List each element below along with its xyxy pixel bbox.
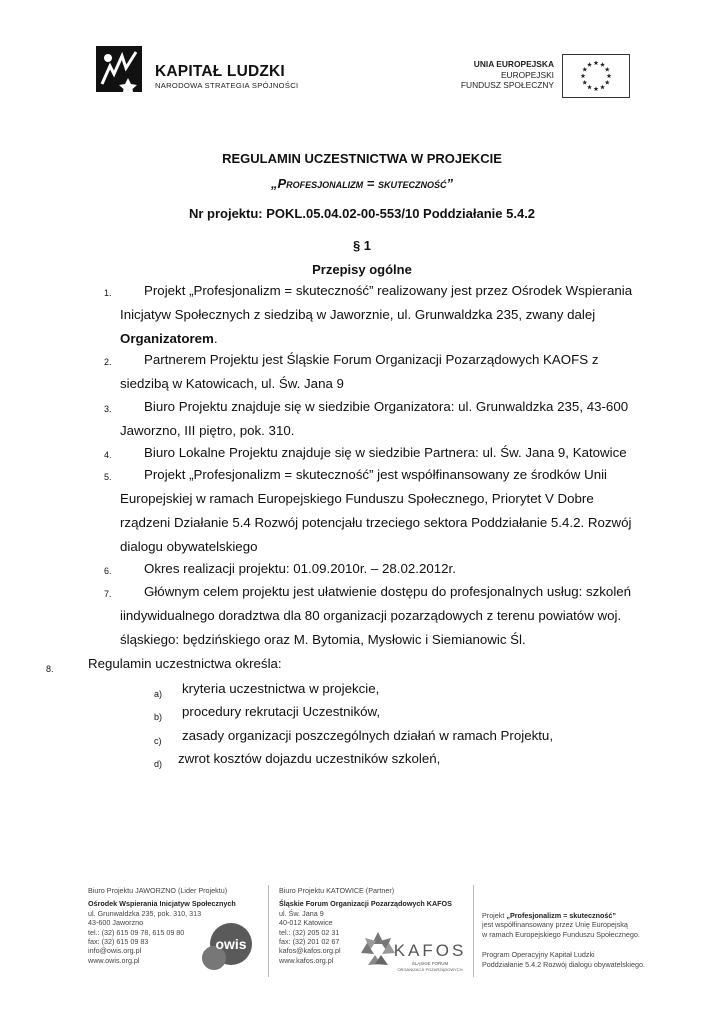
list-line: rządzeni Działanie 5.4 Rozwój potencjału trzeciego sektora Poddziałanie 5.4.2. Rozwój — [120, 515, 632, 530]
footer-org: Ośrodek Wspierania Inicjatyw Społecznych — [88, 899, 236, 909]
footer-email[interactable]: kafos@kafos.org.pl — [279, 946, 341, 956]
list-line: iindywidualnego doradztwa dla 80 organizacji pozarządowych z terenu powiatów woj. — [120, 608, 622, 623]
kafos-logo-icon — [360, 926, 466, 978]
kapital-ludzki-logo-icon — [92, 44, 148, 96]
footer-website[interactable]: www.kafos.org.pl — [279, 955, 334, 965]
section-number: § 1 — [352, 238, 372, 253]
list-item — [104, 395, 637, 443]
list-number: 2. — [104, 357, 112, 367]
list-number: 3. — [104, 404, 112, 414]
owis-logo-icon — [198, 922, 260, 972]
list-line: Jaworzno, III piętro, pok. 310. — [120, 423, 295, 438]
list-line: Inicjatyw Społecznych z siedzibą w Jaworznie, ul. Grunwaldzka 235, zwany dalej — [120, 307, 596, 322]
section-heading: Przepisy ogólne — [312, 262, 412, 277]
footer-line: jest współfinansowany przez Unię Europejską — [482, 920, 628, 930]
sub-item: zasady organizacji poszczególnych działań w ramach Projektu, — [182, 728, 554, 743]
organizer-term: Organizatorem — [120, 331, 214, 346]
list-item — [104, 557, 637, 581]
project-name-close: ” — [446, 176, 453, 191]
kafos-logo-text: KAFOS — [393, 941, 466, 960]
sub-letter: d) — [154, 759, 163, 769]
list-item — [104, 463, 637, 559]
kapital-ludzki-title: KAPITAŁ LUDZKI — [155, 63, 285, 80]
list-number: 7. — [104, 589, 112, 599]
list-number: 5. — [104, 472, 112, 482]
footer-email[interactable]: info@owis.org.pl — [88, 946, 142, 956]
footer-line: Poddziałanie 5.4.2 Rozwój dialogu obywatelskiego. — [482, 959, 646, 969]
list-line: Głównym celem projektu jest ułatwienie dostępu do profesjonalnych usług: szkoleń — [144, 584, 632, 599]
list-number: 4. — [104, 450, 112, 460]
footer-line: 43-600 Jaworzno — [88, 918, 144, 928]
sub-item: zwrot kosztów dojazdu uczestników szkoleń, — [178, 751, 441, 766]
footer-project-name: „Profesjonalizm = skuteczność” — [506, 911, 617, 920]
kafos-logo-sub2: ORGANIZACJI POZARZĄDOWYCH — [397, 967, 463, 972]
list-line-end: . — [213, 331, 218, 346]
list-item — [104, 441, 637, 465]
list-number: 6. — [104, 566, 112, 576]
sub-letter: c) — [154, 736, 162, 746]
list-line: Projekt „Profesjonalizm = skuteczność” realizowany jest przez Ośrodek Wspierania — [144, 283, 633, 298]
project-number: Nr projektu: POKL.05.04.02-00-553/10 Poddziałanie 5.4.2 — [188, 206, 536, 221]
list-line: śląskiego: będzińskiego oraz M. Bytomia, Mysłowic i Siemianowic Śl. — [120, 632, 526, 647]
list-line: Partnerem Projektu jest Śląskie Forum Organizacji Pozarządowych KAOFS z — [144, 352, 599, 367]
footer-heading: Biuro Projektu JAWORZNO (Lider Projektu) — [88, 886, 228, 895]
footer-line: ul. Grunwaldzka 235, pok. 310, 313 — [88, 908, 202, 918]
document-title: REGULAMIN UCZESTNICTWA W PROJEKCIE — [222, 151, 502, 166]
footer-divider — [473, 885, 474, 977]
list-number: 1. — [104, 288, 112, 298]
footer-line: tel.: (32) 205 02 31 — [279, 927, 340, 937]
project-name — [0, 176, 724, 191]
list-item — [104, 279, 637, 351]
footer-text: Projekt — [482, 911, 507, 920]
owis-logo-text: owis — [215, 936, 247, 952]
footer-line: 40-012 Katowice — [279, 918, 333, 928]
footer-line: tel.: (32) 615 09 78, 615 09 80 — [88, 927, 185, 937]
kafos-logo-sub1: ŚLĄSKIE FORUM — [411, 961, 449, 966]
sub-letter: a) — [154, 689, 163, 699]
sub-item: procedury rekrutacji Uczestników, — [182, 704, 381, 719]
project-name-smallcaps: rofesjonalizm = skuteczność — [286, 176, 447, 191]
list-item: Regulamin uczestnictwa określa: — [88, 656, 282, 671]
footer-line: w ramach Europejskiego Funduszu Społecznego. — [482, 929, 640, 939]
list-line: Europejskiej w ramach Europejskiego Funduszu Społecznego, Priorytet V Dobre — [120, 491, 594, 506]
footer-line: ul. Św. Jana 9 — [279, 908, 324, 918]
list-line: Biuro Projektu znajduje się w siedzibie Organizatora: ul. Grunwaldzka 235, 43-600 — [144, 399, 629, 414]
footer-funding-note — [482, 911, 682, 969]
ue-text-block — [430, 59, 554, 91]
footer-line: fax: (32) 615 09 83 — [88, 937, 149, 947]
sub-item: kryteria uczestnictwa w projekcie, — [182, 681, 380, 696]
footer-website[interactable]: www.owis.org.pl — [88, 955, 140, 965]
list-item — [104, 348, 637, 396]
list-item — [104, 580, 637, 652]
footer-divider — [268, 885, 269, 977]
list-line: Biuro Lokalne Projektu znajduje się w siedzibie Partnera: ul. Św. Jana 9, Katowice — [144, 445, 627, 460]
eu-flag-icon — [562, 54, 630, 98]
ue-line-3: FUNDUSZ SPOŁECZNY — [460, 80, 554, 90]
kapital-ludzki-subtitle: NARODOWA STRATEGIA SPÓJNOŚCI — [155, 81, 299, 90]
footer-heading: Biuro Projektu KATOWICE (Partner) — [279, 886, 395, 895]
list-line: Okres realizacji projektu: 01.09.2010r. – 28.02.2012r. — [144, 561, 456, 576]
footer-org: Śląskie Forum Organizacji Pozarządowych KAFOS — [279, 899, 452, 909]
list-line: siedzibą w Katowicach, ul. Św. Jana 9 — [120, 376, 344, 391]
list-line: dialogu obywatelskiego — [120, 539, 258, 554]
footer-line: fax: (32) 201 02 67 — [279, 937, 340, 947]
ue-line-2: EUROPEJSKI — [500, 69, 554, 80]
footer-line: Program Operacyjny Kapitał Ludzki — [482, 950, 595, 960]
list-line: Projekt „Profesjonalizm = skuteczność” jest współfinansowany ze środków Unii — [144, 467, 607, 482]
sub-letter: b) — [154, 712, 163, 722]
footer-project-line — [482, 911, 682, 920]
ue-line-1: UNIA EUROPEJSKA — [473, 59, 554, 69]
list-number: 8. — [46, 664, 54, 674]
project-name-open: „P — [271, 176, 287, 191]
